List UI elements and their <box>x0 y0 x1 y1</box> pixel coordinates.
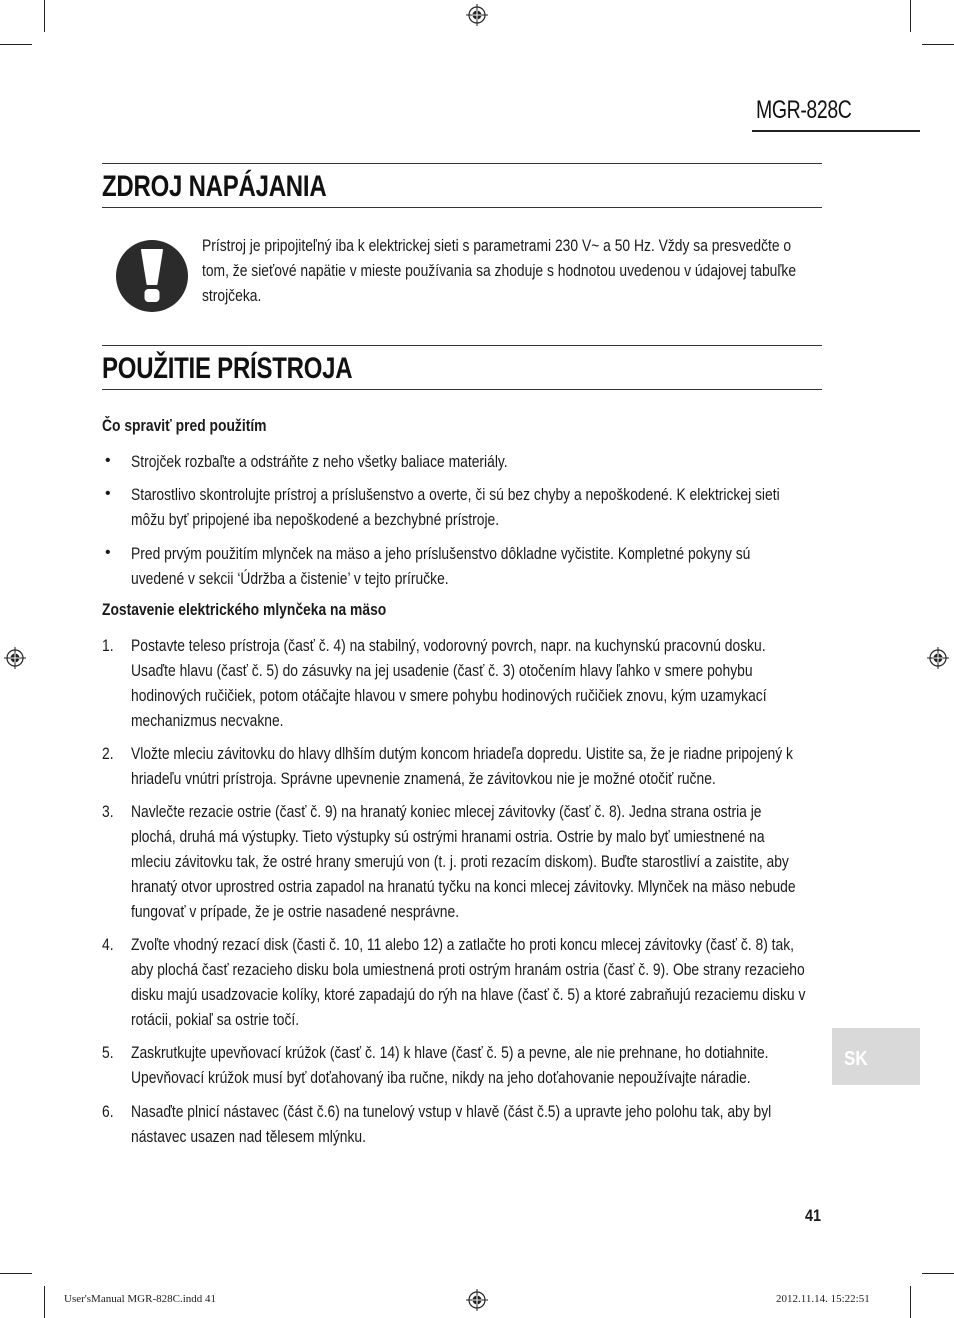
text-line: Zvoľte vhodný rezací disk (časti č. 10, 11 alebo 12) a zatlačte ho proti koncu mlecej závitovky (časť č. 8) tak, <box>131 936 795 954</box>
section-rule <box>102 389 822 390</box>
registration-mark-icon <box>466 1289 488 1311</box>
text-line: Vložte mleciu závitovku do hlavy dlhším dutým koncom hriadeľa dopredu. Uistite sa, že je riadne pripojený k <box>131 745 793 763</box>
language-tab <box>832 1028 920 1085</box>
exclamation-icon <box>116 240 188 312</box>
list-item <box>131 800 922 925</box>
list-item <box>131 634 888 734</box>
section-title-usage: POUŽITIE PRÍSTROJA <box>102 352 353 385</box>
crop-mark <box>0 1273 32 1274</box>
text-line: hranatý otvor uprostred ostria zapadol na hranatú tyčku na konci mlecej závitovky. Mlynček na mäso nebude <box>131 878 796 896</box>
list-item <box>131 742 919 792</box>
model-name: MGR-828C <box>756 96 852 124</box>
text-line: Prístroj je pripojiteľný iba k elektrickej sieti s parametrami 230 V~ a 50 Hz. Vždy sa presvedčte o <box>202 237 792 255</box>
text-line: Upevňovací krúžok musí byť doťahovaný iba ručne, nikdy na jeho doťahovanie nepoužívajte náradie. <box>131 1069 751 1087</box>
list-item <box>131 1041 890 1091</box>
section-rule <box>102 345 822 346</box>
list-item <box>131 1100 893 1150</box>
text-line: mechanizmus necvakne. <box>131 712 284 730</box>
section-rule <box>102 163 822 164</box>
step-number: 6. <box>102 1103 114 1121</box>
text-line: plochá, druhá má výstupky. Tieto výstupky sú ostrými hranami ostria. Ostrie by malo byť umiestnené na <box>131 828 765 846</box>
language-tab-label: SK <box>844 1048 868 1070</box>
text-line: disku majú usadzovacie kolíky, ktoré zapadajú do rýh na hlave (časť č. 5) a ktoré zabraňujú rezaciemu disku v <box>131 986 806 1004</box>
text-line: fungovať v prípade, že je ostrie nasadené nesprávne. <box>131 903 460 921</box>
step-number: 2. <box>102 745 114 763</box>
text-line: mleciu závitovku tak, že ostré hrany smerujú von (t. j. proti rezacím diskom). Buďte starostliví a zaistite, aby <box>131 853 789 871</box>
bullet-marker: • <box>105 544 111 561</box>
crop-mark <box>44 1286 45 1318</box>
header-underline <box>752 130 920 132</box>
text-line: aby plochá časť rezacieho disku bola umiestnená proti ostrým hranám ostria (časť č. 9). Obe strany rezacieho <box>131 961 805 979</box>
text-line: Starostlivo skontrolujte prístroj a príslušenstvo a overte, či sú bez chyby a nepoškodené. K elektrickej sieti <box>131 486 780 504</box>
footer-timestamp: 2012.11.14. 15:22:51 <box>776 1293 870 1305</box>
text-line: uvedené v sekcii ‘Údržba a čistenie’ v tejto príručke. <box>131 570 449 588</box>
step-number: 3. <box>102 803 114 821</box>
crop-mark <box>922 1273 954 1274</box>
text-line: hriadeľu vnútri prístroja. Správne upevnenie znamená, že závitovkou nie je možné otočiť ručne. <box>131 770 716 788</box>
power-warning-text <box>202 234 909 309</box>
text-line: strojčeka. <box>202 287 262 305</box>
registration-mark-icon <box>466 4 488 26</box>
section-title-power: ZDROJ NAPÁJANIA <box>102 170 327 203</box>
text-line: Postavte teleso prístroja (časť č. 4) na stabilný, vodorovný povrch, napr. na kuchynskú pracovnú dosku. <box>131 637 766 655</box>
text-line: Strojček rozbaľte a odstráňte z neho všetky baliace materiály. <box>131 453 508 471</box>
section-rule <box>102 207 822 208</box>
list-item <box>131 483 903 533</box>
registration-mark-icon <box>927 647 949 669</box>
text-line: Pred prvým použitím mlynček na mäso a jeho príslušenstvo dôkladne vyčistite. Kompletné pokyny sú <box>131 545 751 563</box>
text-line: hodinových ručičiek, potom otáčajte hlavou v smere pohybu hodinových ručičiek znovu, kým uzamykací <box>131 687 767 705</box>
crop-mark <box>922 44 954 45</box>
text-line: Navlečte rezacie ostrie (časť č. 9) na hranatý koniec mlecej závitovky (časť č. 8). Jedna strana ostria je <box>131 803 762 821</box>
bullet-marker: • <box>105 485 111 502</box>
crop-mark <box>0 44 32 45</box>
step-number: 4. <box>102 936 114 954</box>
text-line: môžu byť pripojené iba nepoškodené a bezchybné prístroje. <box>131 511 500 529</box>
footer-file: User'sManual MGR-828C.indd 41 <box>64 1293 217 1305</box>
list-item <box>131 542 868 592</box>
crop-mark <box>910 0 911 32</box>
subheading-before-use: Čo spraviť pred použitím <box>102 417 267 435</box>
list-item <box>131 933 934 1033</box>
bullet-marker: • <box>105 452 111 469</box>
registration-mark-icon <box>4 647 26 669</box>
text-line: Nasaďte plnicí nástavec (část č.6) na tunelový vstup v hlavě (část č.5) a upravte jeho polohu tak, aby byl <box>131 1103 772 1121</box>
crop-mark <box>44 0 45 32</box>
step-number: 5. <box>102 1044 114 1062</box>
subheading-assembly: Zostavenie elektrického mlynčeka na mäso <box>102 601 387 619</box>
page-number: 41 <box>805 1206 822 1225</box>
text-line: nástavec usazen nad tělesem mlýnku. <box>131 1128 366 1146</box>
crop-mark <box>910 1286 911 1318</box>
list-item <box>131 450 579 475</box>
step-number: 1. <box>102 637 114 655</box>
text-line: tom, že sieťové napätie v mieste používania sa zhoduje s hodnotou uvedenou v údajovej tabuľke <box>202 262 797 280</box>
text-line: Usaďte hlavu (časť č. 5) do zásuvky na jej usadenie (časť č. 3) otočením hlavy ľahko v smere pohybu <box>131 662 753 680</box>
text-line: rotácii, pokiaľ sa ostrie točí. <box>131 1011 300 1029</box>
text-line: Zaskrutkujte upevňovací krúžok (časť č. 14) k hlave (časť č. 5) a pevne, ale nie prehnane, ho dotiahnite. <box>131 1044 769 1062</box>
